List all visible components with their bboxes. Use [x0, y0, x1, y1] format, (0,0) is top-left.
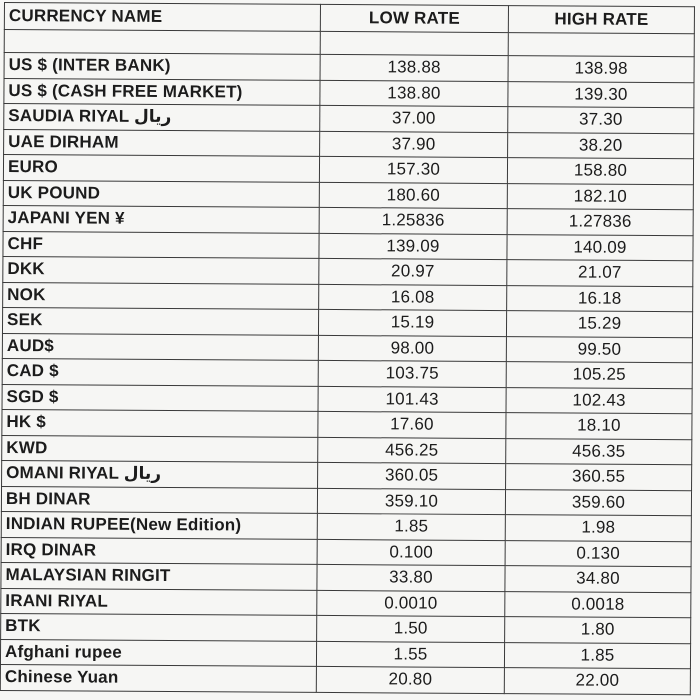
high-rate-cell: 22.00: [504, 668, 690, 695]
currency-name-cell: SGD $: [2, 384, 318, 411]
high-rate-cell: 16.18: [507, 285, 693, 312]
table-row: [1, 588, 691, 618]
currency-name-cell: US $ (CASH FREE MARKET): [4, 78, 320, 105]
table-row: [0, 639, 690, 669]
low-rate-cell: 359.10: [317, 488, 505, 515]
high-rate-cell: 138.98: [508, 56, 694, 83]
currency-name-cell: Afghani rupee: [0, 639, 316, 666]
high-rate-cell: 1.85: [504, 642, 690, 669]
low-rate-cell: 16.08: [319, 284, 507, 311]
table-row: [4, 104, 694, 134]
low-rate-cell: 98.00: [318, 335, 506, 362]
low-rate-cell: 1.25836: [319, 207, 507, 234]
low-rate-cell: 0.100: [317, 539, 505, 566]
currency-name-cell: IRANI RIYAL: [1, 588, 317, 615]
currency-name-cell: AUD$: [2, 333, 318, 360]
high-rate-cell: 182.10: [507, 183, 693, 210]
table-row: [4, 129, 694, 159]
table-row: [4, 53, 694, 83]
low-rate-cell: 138.88: [320, 54, 508, 81]
currency-name-cell: OMANI RIYAL ریال: [2, 460, 318, 487]
high-rate-cell: 18.10: [506, 413, 692, 440]
low-rate-cell: 103.75: [318, 360, 506, 387]
low-rate-cell: 180.60: [319, 182, 507, 209]
currency-name-cell: CHF: [3, 231, 319, 258]
currency-name-cell: EURO: [3, 155, 319, 182]
low-rate-cell: 157.30: [319, 156, 507, 183]
low-rate-cell: 37.00: [320, 105, 508, 132]
low-rate-cell: 139.09: [319, 233, 507, 260]
high-rate-cell: 140.09: [507, 234, 693, 261]
header-currency-name: CURRENCY NAME: [4, 3, 320, 32]
blank-cell: [4, 30, 320, 55]
currency-name-cell: MALAYSIAN RINGIT: [1, 562, 317, 589]
table-body: [0, 30, 694, 695]
currency-name-cell: BTK: [1, 613, 317, 640]
blank-cell: [320, 31, 508, 55]
low-rate-cell: 20.80: [316, 666, 504, 693]
currency-name-cell: CAD $: [2, 358, 318, 385]
high-rate-cell: 99.50: [506, 336, 692, 363]
currency-name-cell: BH DINAR: [1, 486, 317, 513]
table-row: [1, 511, 691, 541]
high-rate-cell: 456.35: [506, 438, 692, 465]
low-rate-cell: 17.60: [318, 411, 506, 438]
high-rate-cell: 0.0018: [505, 591, 691, 618]
high-rate-cell: 38.20: [508, 132, 694, 159]
high-rate-cell: 1.98: [505, 515, 691, 542]
high-rate-cell: 105.25: [506, 362, 692, 389]
currency-name-cell: Chinese Yuan: [0, 664, 316, 691]
table-row: [4, 78, 694, 108]
high-rate-cell: 21.07: [507, 260, 693, 287]
high-rate-cell: 34.80: [505, 566, 691, 593]
high-rate-cell: 139.30: [508, 81, 694, 108]
high-rate-cell: 102.43: [506, 387, 692, 414]
high-rate-cell: 15.29: [506, 311, 692, 338]
high-rate-cell: 360.55: [506, 464, 692, 491]
low-rate-cell: 20.97: [319, 258, 507, 285]
currency-name-cell: INDIAN RUPEE(New Edition): [1, 511, 317, 538]
low-rate-cell: 1.85: [317, 513, 505, 540]
low-rate-cell: 1.50: [317, 615, 505, 642]
low-rate-cell: 15.19: [318, 309, 506, 336]
low-rate-cell: 138.80: [320, 80, 508, 107]
currency-name-cell: SAUDIA RIYAL ریال: [4, 104, 320, 131]
high-rate-cell: 1.80: [505, 617, 691, 644]
table-row: [1, 562, 691, 592]
currency-name-cell: IRQ DINAR: [1, 537, 317, 564]
low-rate-cell: 360.05: [318, 462, 506, 489]
high-rate-cell: 359.60: [505, 489, 691, 516]
low-rate-cell: 0.0010: [317, 590, 505, 617]
currency-name-cell: US $ (INTER BANK): [4, 53, 320, 80]
currency-name-cell: DKK: [3, 256, 319, 283]
currency-name-cell: SEK: [2, 307, 318, 334]
currency-name-cell: JAPANI YEN ¥: [3, 205, 319, 232]
table-row: [0, 664, 690, 694]
currency-name-cell: UAE DIRHAM: [4, 129, 320, 156]
low-rate-cell: 101.43: [318, 386, 506, 413]
currency-name-cell: KWD: [2, 435, 318, 462]
high-rate-cell: 37.30: [508, 107, 694, 134]
high-rate-cell: 0.130: [505, 540, 691, 567]
currency-name-cell: HK $: [2, 409, 318, 436]
header-row: [4, 3, 694, 34]
high-rate-cell: 158.80: [507, 158, 693, 185]
currency-name-cell: NOK: [3, 282, 319, 309]
high-rate-cell: 1.27836: [507, 209, 693, 236]
currency-rate-table: [0, 2, 695, 695]
low-rate-cell: 456.25: [318, 437, 506, 464]
header-low-rate: LOW RATE: [320, 4, 508, 32]
currency-name-cell: UK POUND: [3, 180, 319, 207]
header-high-rate: HIGH RATE: [508, 6, 694, 34]
low-rate-cell: 1.55: [316, 641, 504, 668]
blank-cell: [508, 33, 694, 57]
low-rate-cell: 37.90: [320, 131, 508, 158]
low-rate-cell: 33.80: [317, 564, 505, 591]
rate-sheet: [0, 2, 694, 700]
table-row: [2, 460, 692, 490]
table-row: [3, 205, 693, 235]
